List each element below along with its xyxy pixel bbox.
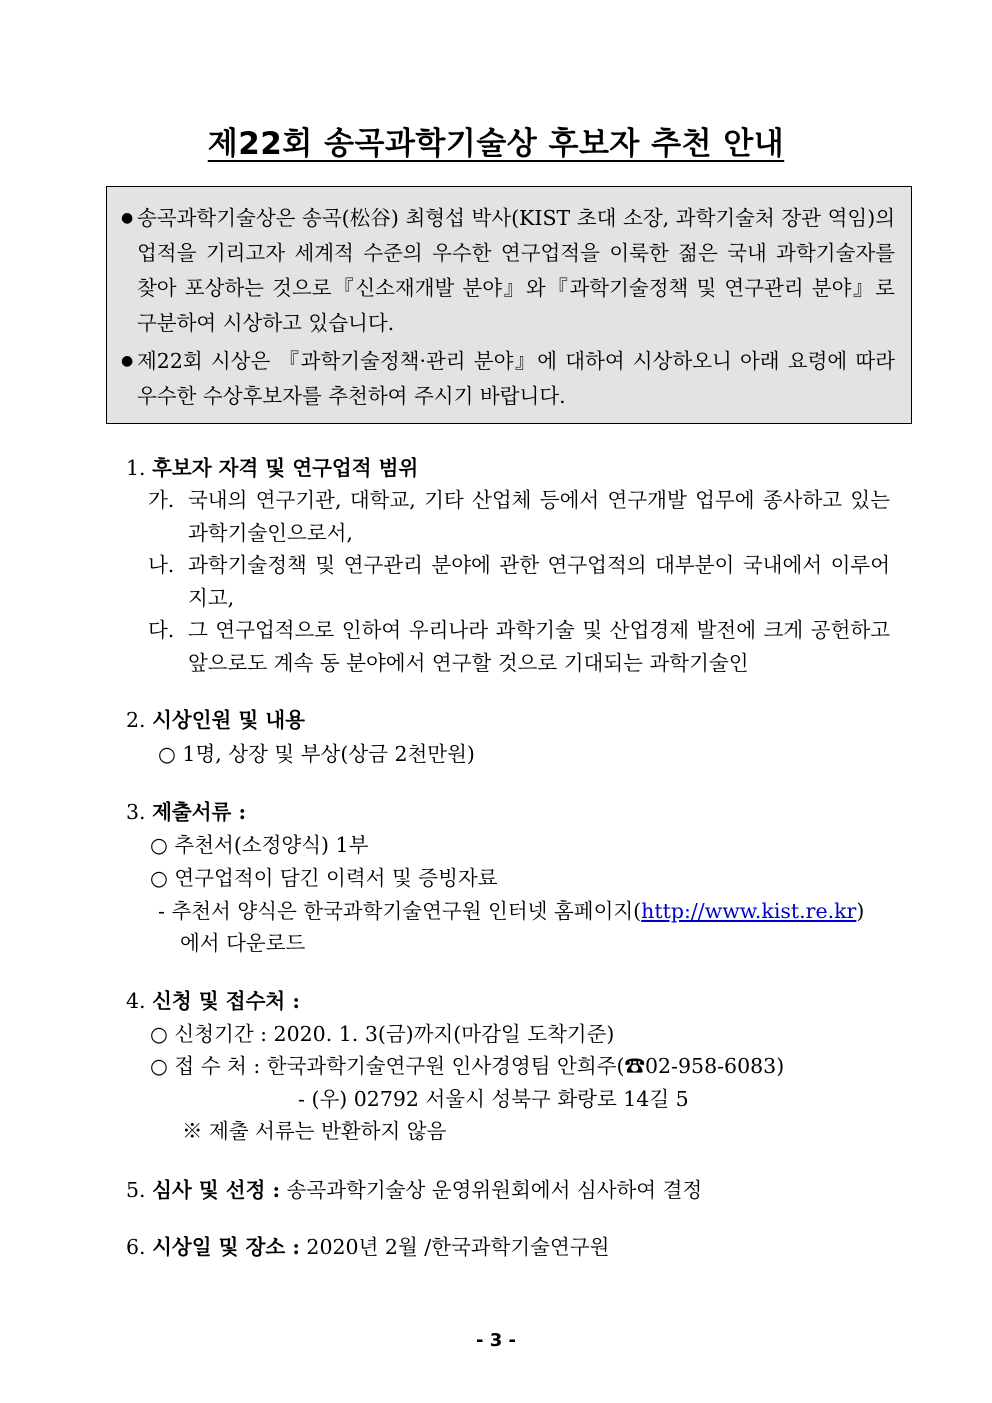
s3-line-3-prefix: - 추천서 양식은 한국과학기술연구원 인터넷 홈페이지(: [158, 899, 642, 923]
s1-item-da: [148, 614, 890, 680]
intro-text-1: 송곡과학기술상은 송곡(松谷) 최형섭 박사(KIST 초대 소장, 과학기술처 장관 역임)의 업적을 기리고자 세계적 수준의 우수한 연구업적을 이룩한 젊은 국내 과학기술자를 찾아 포상하는 것으로『신소재개발 분야』와『과학기술정책 및 연구관리 분야』로 구분하여 시상하고 있습니다.: [137, 206, 895, 335]
bullet-icon: ●: [121, 210, 134, 226]
s1-item-na: [148, 549, 890, 615]
s4-line-1: ○ 신청기간 : 2020. 1. 3(금)까지(마감일 도착기준): [150, 1022, 615, 1046]
section-title: 후보자 자격 및 연구업적 범위: [152, 456, 419, 480]
item-text: 국내의 연구기관, 대학교, 기타 산업체 등에서 연구개발 업무에 종사하고 있는 과학기술인으로서,: [188, 488, 890, 545]
section-title: 시상일 및 장소 :: [152, 1235, 300, 1259]
s4-line-3: - (우) 02792 서울시 성북구 화랑로 14길 5: [298, 1087, 689, 1111]
section-text: 송곡과학기술상 운영위원회에서 심사하여 결정: [286, 1178, 703, 1202]
section-number: 6.: [126, 1235, 146, 1259]
kist-homepage-link[interactable]: http://www.kist.re.kr: [641, 899, 857, 923]
section-6-heading: [126, 1231, 609, 1263]
s3-line-2: ○ 연구업적이 담긴 이력서 및 증빙자료: [150, 866, 498, 890]
s1-item-ga: [148, 484, 890, 550]
section-title: 제출서류 :: [152, 800, 247, 824]
section-number: 5.: [126, 1178, 146, 1202]
s3-line-4: 에서 다운로드: [180, 931, 306, 955]
s2-line-1: ○ 1명, 상장 및 부상(상금 2천만원): [158, 742, 475, 766]
section-1-heading: [126, 452, 418, 484]
item-mark: 나.: [148, 553, 175, 577]
intro-bullet-1: [121, 201, 895, 341]
section-2-heading: [126, 704, 305, 736]
s3-line-3-suffix: ): [856, 899, 865, 923]
section-number: 2.: [126, 708, 146, 732]
s3-line-1: ○ 추천서(소정양식) 1부: [150, 833, 369, 857]
section-3-heading: [126, 796, 246, 828]
section-text: 2020년 2월 /한국과학기술연구원: [306, 1235, 610, 1259]
section-number: 1.: [126, 456, 146, 480]
intro-box: [106, 186, 912, 424]
section-number: 4.: [126, 989, 146, 1013]
bullet-icon: ●: [121, 353, 134, 369]
page-number: - 3 -: [476, 1330, 516, 1351]
item-mark: 가.: [148, 488, 175, 512]
intro-bullet-2: [121, 344, 895, 414]
section-title: 심사 및 선정 :: [152, 1178, 281, 1202]
item-mark: 다.: [148, 618, 175, 642]
section-5-heading: [126, 1174, 702, 1206]
item-text: 그 연구업적으로 인하여 우리나라 과학기술 및 산업경제 발전에 크게 공헌하고 앞으로도 계속 동 분야에서 연구할 것으로 기대되는 과학기술인: [188, 618, 890, 675]
section-number: 3.: [126, 800, 146, 824]
section-title: 신청 및 접수처 :: [152, 989, 300, 1013]
s4-line-2: ○ 접 수 처 : 한국과학기술연구원 인사경영팀 안희주(☎02-958-6083): [150, 1054, 785, 1078]
page-title: 제22회 송곡과학기술상 후보자 추천 안내: [207, 126, 785, 162]
s3-line-3: [158, 895, 864, 927]
section-title: 시상인원 및 내용: [152, 708, 305, 732]
item-text: 과학기술정책 및 연구관리 분야에 관한 연구업적의 대부분이 국내에서 이루어지고,: [188, 553, 890, 610]
intro-text-2: 제22회 시상은 『과학기술정책·관리 분야』에 대하여 시상하오니 아래 요령에 따라 우수한 수상후보자를 추천하여 주시기 바랍니다.: [137, 349, 895, 408]
section-4-heading: [126, 985, 300, 1017]
s4-line-4: ※ 제출 서류는 반환하지 않음: [182, 1119, 447, 1143]
